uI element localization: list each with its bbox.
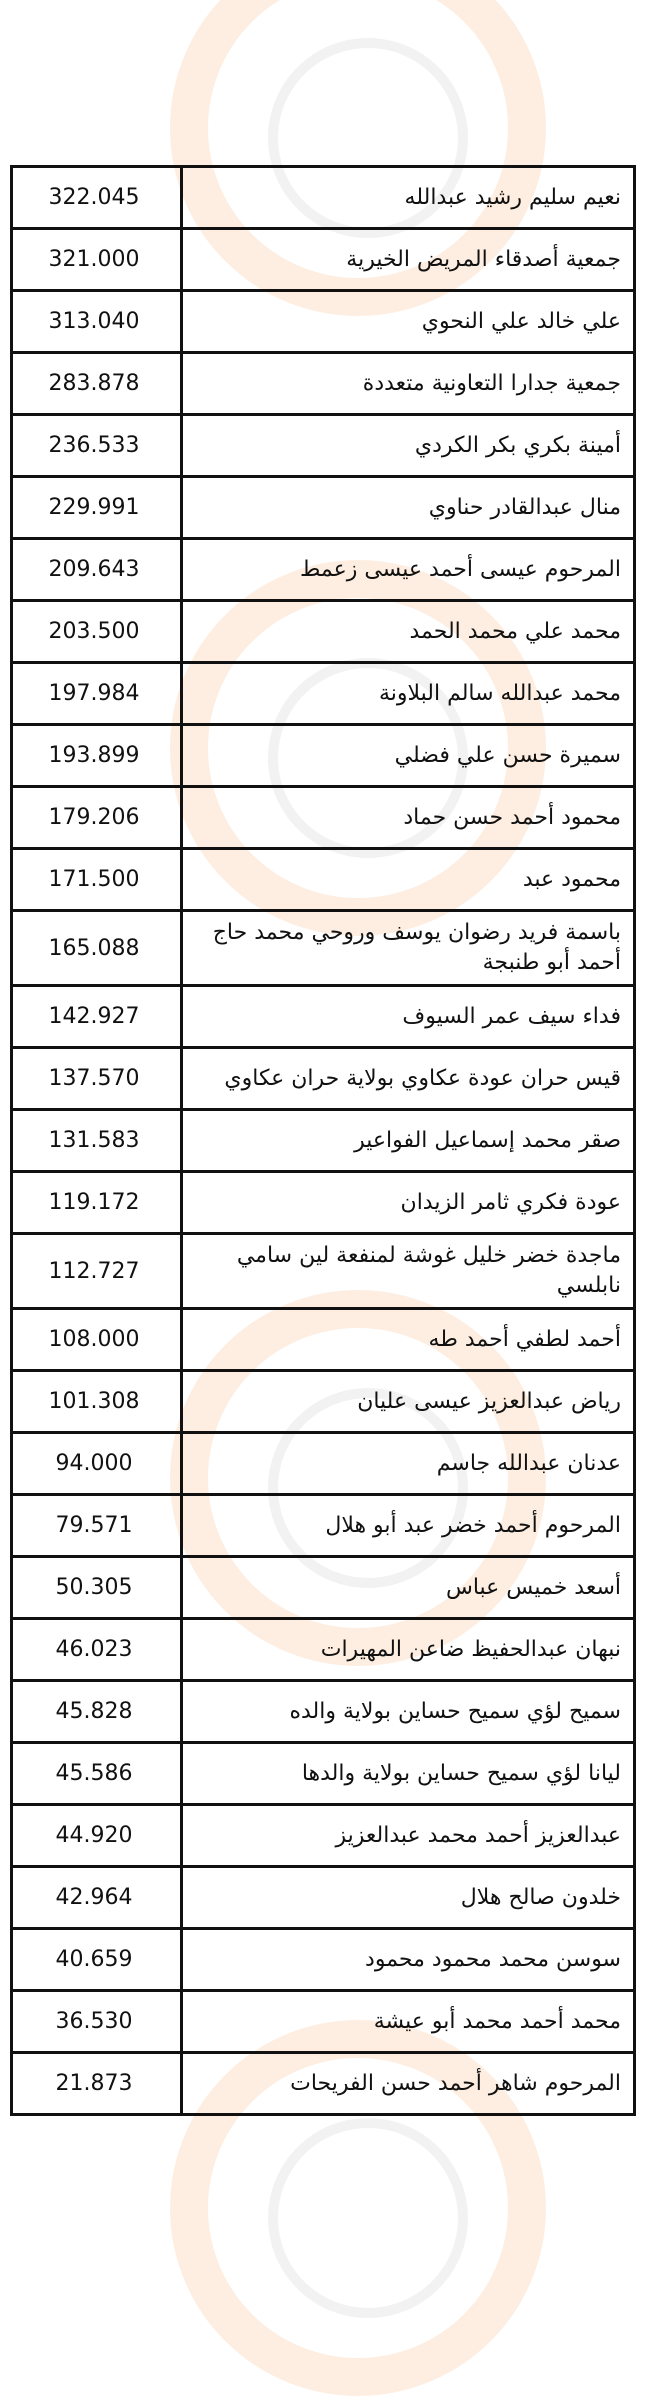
table-row xyxy=(12,2053,635,2115)
amount-cell: 137.570 xyxy=(12,1048,182,1110)
amount-cell: 94.000 xyxy=(12,1433,182,1495)
amount-cell: 229.991 xyxy=(12,477,182,539)
table-row xyxy=(12,725,635,787)
table-row xyxy=(12,601,635,663)
name-cell: محمد أحمد محمد أبو عيشة xyxy=(182,1991,635,2053)
name-cell: المرحوم شاهر أحمد حسن الفريحات xyxy=(182,2053,635,2115)
name-cell: أمينة بكري بكر الكردي xyxy=(182,415,635,477)
amount-cell: 179.206 xyxy=(12,787,182,849)
table-row xyxy=(12,663,635,725)
table-row xyxy=(12,1172,635,1234)
name-cell: فداء سيف عمر السيوف xyxy=(182,986,635,1048)
name-cell: محمد علي محمد الحمد xyxy=(182,601,635,663)
amount-cell: 193.899 xyxy=(12,725,182,787)
amount-cell: 79.571 xyxy=(12,1495,182,1557)
name-cell: علي خالد علي النحوي xyxy=(182,291,635,353)
name-cell: محمد عبدالله سالم البلاونة xyxy=(182,663,635,725)
name-cell: سميح لؤي سميح حساين بولاية والده xyxy=(182,1681,635,1743)
amount-cell: 21.873 xyxy=(12,2053,182,2115)
amount-cell: 197.984 xyxy=(12,663,182,725)
table-row xyxy=(12,477,635,539)
amount-cell: 165.088 xyxy=(12,911,182,986)
amount-cell: 50.305 xyxy=(12,1557,182,1619)
amounts-table xyxy=(10,165,636,2116)
name-cell: ماجدة خضر خليل غوشة لمنفعة لين سامي نابلسي xyxy=(182,1234,635,1309)
table-row xyxy=(12,1495,635,1557)
name-cell: باسمة فريد رضوان يوسف وروحي محمد حاج أحمد أبو طنبجة xyxy=(182,911,635,986)
amount-cell: 36.530 xyxy=(12,1991,182,2053)
amount-cell: 131.583 xyxy=(12,1110,182,1172)
name-cell: سوسن محمد محمود محمود xyxy=(182,1929,635,1991)
table-row xyxy=(12,849,635,911)
name-cell: أحمد لطفي أحمد طه xyxy=(182,1309,635,1371)
table-row xyxy=(12,1805,635,1867)
name-cell: أسعد خميس عباس xyxy=(182,1557,635,1619)
name-cell: عودة فكري ثامر الزيدان xyxy=(182,1172,635,1234)
table-row xyxy=(12,1681,635,1743)
name-cell: المرحوم أحمد خضر عبد أبو هلال xyxy=(182,1495,635,1557)
table-row xyxy=(12,1743,635,1805)
table-row xyxy=(12,1309,635,1371)
amount-cell: 283.878 xyxy=(12,353,182,415)
table-row xyxy=(12,539,635,601)
name-cell: عدنان عبدالله جاسم xyxy=(182,1433,635,1495)
name-cell: عبدالعزيز أحمد محمد عبدالعزيز xyxy=(182,1805,635,1867)
table-row xyxy=(12,1557,635,1619)
table-row xyxy=(12,1929,635,1991)
amount-cell: 42.964 xyxy=(12,1867,182,1929)
name-cell: قيس حران عودة عكاوي بولاية حران عكاوي xyxy=(182,1048,635,1110)
table-row xyxy=(12,1110,635,1172)
table-row xyxy=(12,911,635,986)
name-cell: منال عبدالقادر حناوي xyxy=(182,477,635,539)
name-cell: جمعية أصدقاء المريض الخيرية xyxy=(182,229,635,291)
name-cell: نعيم سليم رشيد عبدالله xyxy=(182,167,635,229)
amount-cell: 46.023 xyxy=(12,1619,182,1681)
name-cell: رياض عبدالعزيز عيسى عليان xyxy=(182,1371,635,1433)
table-row xyxy=(12,1619,635,1681)
table-row xyxy=(12,1433,635,1495)
table-row xyxy=(12,986,635,1048)
table-row xyxy=(12,291,635,353)
name-cell: سميرة حسن علي فضلي xyxy=(182,725,635,787)
name-cell: محمود أحمد حسن حماد xyxy=(182,787,635,849)
table-row xyxy=(12,1048,635,1110)
table-row xyxy=(12,1371,635,1433)
amount-cell: 44.920 xyxy=(12,1805,182,1867)
amount-cell: 236.533 xyxy=(12,415,182,477)
amount-cell: 321.000 xyxy=(12,229,182,291)
amount-cell: 45.828 xyxy=(12,1681,182,1743)
amount-cell: 313.040 xyxy=(12,291,182,353)
amount-cell: 322.045 xyxy=(12,167,182,229)
table-row xyxy=(12,1867,635,1929)
table-row xyxy=(12,353,635,415)
amount-cell: 108.000 xyxy=(12,1309,182,1371)
amount-cell: 101.308 xyxy=(12,1371,182,1433)
name-cell: محمود عبد xyxy=(182,849,635,911)
name-cell: جمعية جدارا التعاونية متعددة xyxy=(182,353,635,415)
name-cell: صقر محمد إسماعيل الفواعير xyxy=(182,1110,635,1172)
table-row xyxy=(12,1234,635,1309)
name-cell: ليانا لؤي سميح حساين بولاية والدها xyxy=(182,1743,635,1805)
amount-cell: 112.727 xyxy=(12,1234,182,1309)
name-cell: المرحوم عيسى أحمد عيسى زعمط xyxy=(182,539,635,601)
amount-cell: 142.927 xyxy=(12,986,182,1048)
amount-cell: 171.500 xyxy=(12,849,182,911)
name-cell: نبهان عبدالحفيظ ضاعن المهيرات xyxy=(182,1619,635,1681)
table-row xyxy=(12,415,635,477)
amount-cell: 45.586 xyxy=(12,1743,182,1805)
amount-cell: 209.643 xyxy=(12,539,182,601)
table-row xyxy=(12,229,635,291)
amount-cell: 203.500 xyxy=(12,601,182,663)
amount-cell: 40.659 xyxy=(12,1929,182,1991)
name-cell: خلدون صالح هلال xyxy=(182,1867,635,1929)
table-row xyxy=(12,787,635,849)
table-row xyxy=(12,1991,635,2053)
amount-cell: 119.172 xyxy=(12,1172,182,1234)
table-row xyxy=(12,167,635,229)
